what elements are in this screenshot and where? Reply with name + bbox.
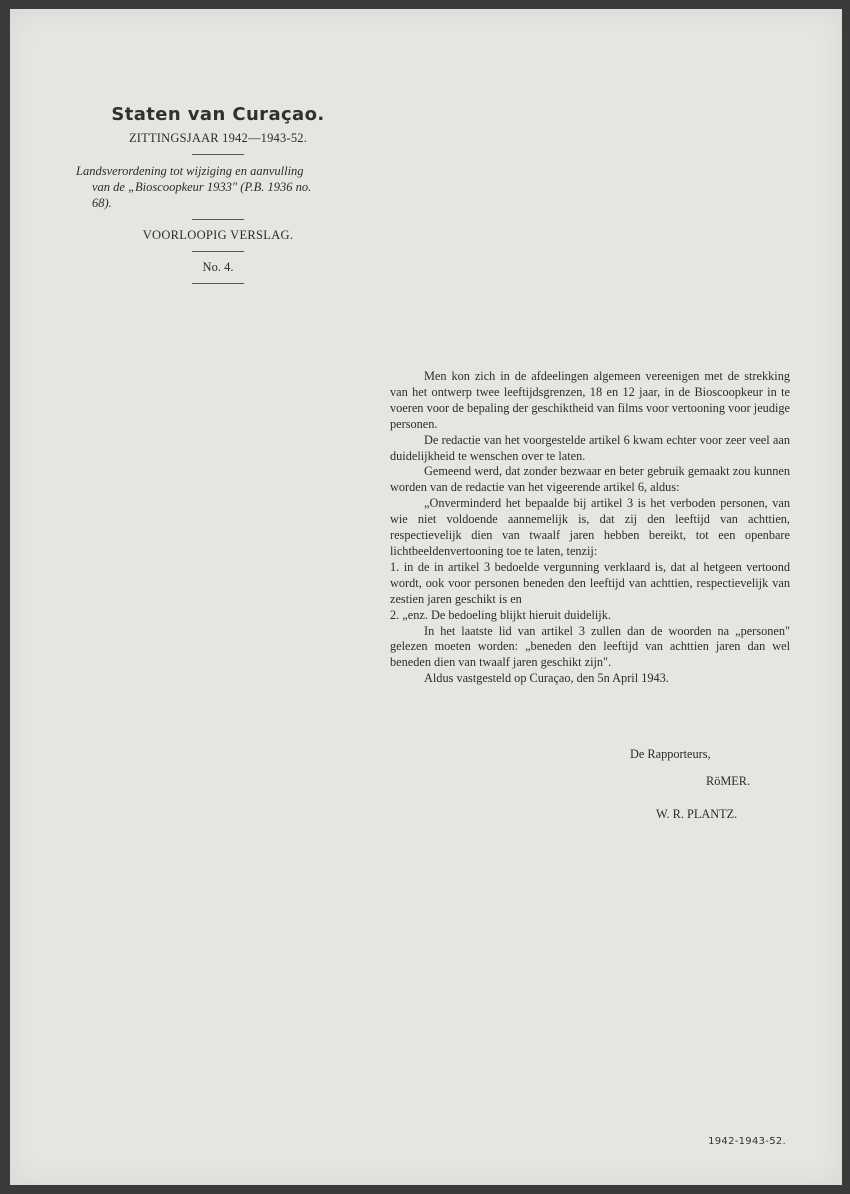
paragraph: In het laatste lid van artikel 3 zullen dan de woorden na „personen" gelezen moeten worden: „beneden den leeftijd van achttien jaren dan wel beneden dien van twaalf jaren geschikt zijn".: [390, 623, 790, 670]
signature-name: RöMER.: [706, 774, 751, 788]
bill-title-line: 68).: [92, 196, 112, 210]
divider: [192, 283, 244, 284]
bill-title-line: van de „Bioscoopkeur 1933" (P.B. 1936 no.: [92, 180, 312, 194]
document-page: [10, 9, 842, 1185]
rapporteurs-title: De Rapporteurs,: [630, 747, 711, 761]
quoted-article: „Onverminderd het bepaalde bij artikel 3 is het verboden personen, van wie niet voldoende aannemelijk is, dat zij den leeftijd van achttien, respectievelijk dien van twaalf jaren hebben bereikt, tot een openbare lichtbeeldenvertooning toe te laten, tenzij:: [390, 496, 790, 558]
report-body: [390, 369, 790, 687]
archive-stamp: 1942-1943-52.: [708, 1136, 786, 1147]
report-title: VOORLOOPIG VERSLAG.: [142, 228, 294, 242]
bill-title-line: Landsverordening tot wijziging en aanvulling: [76, 164, 304, 178]
document-header: [68, 104, 368, 292]
paragraph: Gemeend werd, dat zonder bezwaar en beter gebruik gemaakt zou kunnen worden van de redactie van het vigeerende artikel 6, aldus:: [390, 464, 790, 495]
list-item: 1. in de in artikel 3 bedoelde vergunning verklaard is, dat al hetgeen vertoond wordt, ook voor personen beneden den leeftijd van achttien, respectievelijk van zestien jaren geschikt is en: [390, 559, 790, 606]
divider: [192, 154, 244, 155]
paragraph: De redactie van het voorgestelde artikel 6 kwam echter voor zeer veel aan duidelijkheid te wenschen over te laten.: [390, 432, 790, 463]
signoff-line: Aldus vastgesteld op Curaçao, den 5n April 1943.: [424, 671, 669, 686]
divider: [192, 219, 244, 220]
paragraph: Men kon zich in de afdeelingen algemeen vereenigen met de strekking van het ontwerp twee leeftijdsgrenzen, 18 en 12 jaar, in de Bioscoopkeur in te voeren voor de bepaling der geschiktheid van films voor vertooning voor jeudige personen.: [390, 369, 790, 431]
divider: [192, 251, 244, 252]
org-title: Staten van Curaçao.: [111, 104, 325, 125]
list-item: 2. „enz. De bedoeling blijkt hieruit duidelijk.: [390, 607, 611, 622]
bill-title: [68, 163, 368, 211]
signature-name: W. R. PLANTZ.: [656, 807, 738, 821]
session-year: ZITTINGSJAAR 1942—1943-52.: [128, 131, 308, 145]
report-number: No. 4.: [202, 260, 234, 274]
